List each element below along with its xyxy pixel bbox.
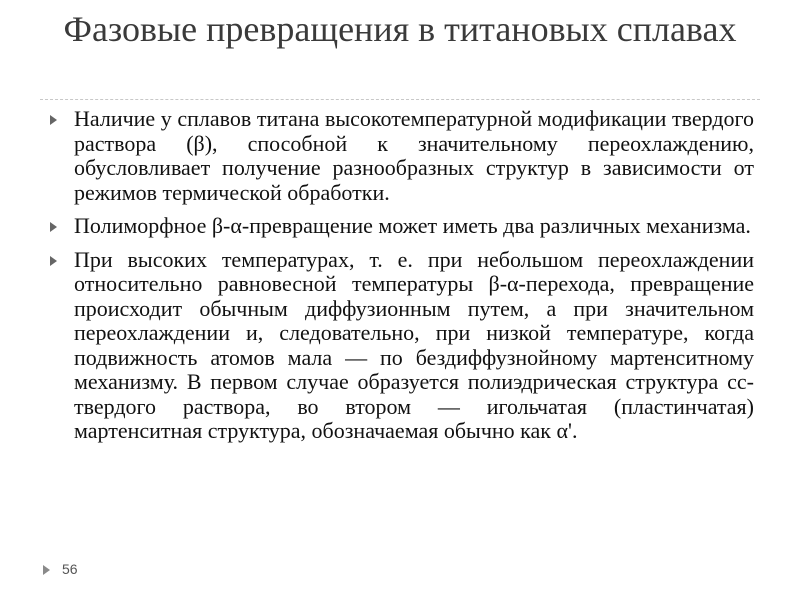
bullet-item — [48, 214, 754, 239]
page-number: 56 — [62, 561, 78, 577]
triangle-bullet-icon — [50, 222, 57, 232]
slide-title: Фазовые превращения в титановых сплавах — [63, 9, 737, 49]
bullet-text: При высоких температурах, т. е. при небольшом переохлаждении относительно равновесной температуры β-α-перехода, превращение происходит обычным диффузионным путем, а при значительном переохлаждении и, следовательно, при низкой температуре, когда подвижность атомов мала — по бездиффузнойному мартенситному механизму. В первом случае образуется полиэдрическая структура сс-твердого раствора, во втором — игольчатая (пластинчатая) мартенситная структура, обозначаемая обычно как α'. — [74, 246, 754, 443]
bullet-item — [48, 107, 754, 205]
footer-triangle-icon — [43, 565, 50, 575]
triangle-bullet-icon — [50, 256, 57, 266]
bullet-text: Наличие у сплавов титана высокотемпературной модификации твердого раствора (β), способной к значительному переохлаждению, обусловливает получение разнообразных структур в зависимости от режимов термической обработки. — [74, 106, 754, 205]
bullet-text: Полиморфное β-α-превращение может иметь два различных механизма. — [74, 213, 751, 238]
title-divider — [40, 99, 760, 100]
bullet-item — [48, 248, 754, 444]
triangle-bullet-icon — [50, 115, 57, 125]
bullet-list — [48, 107, 754, 453]
